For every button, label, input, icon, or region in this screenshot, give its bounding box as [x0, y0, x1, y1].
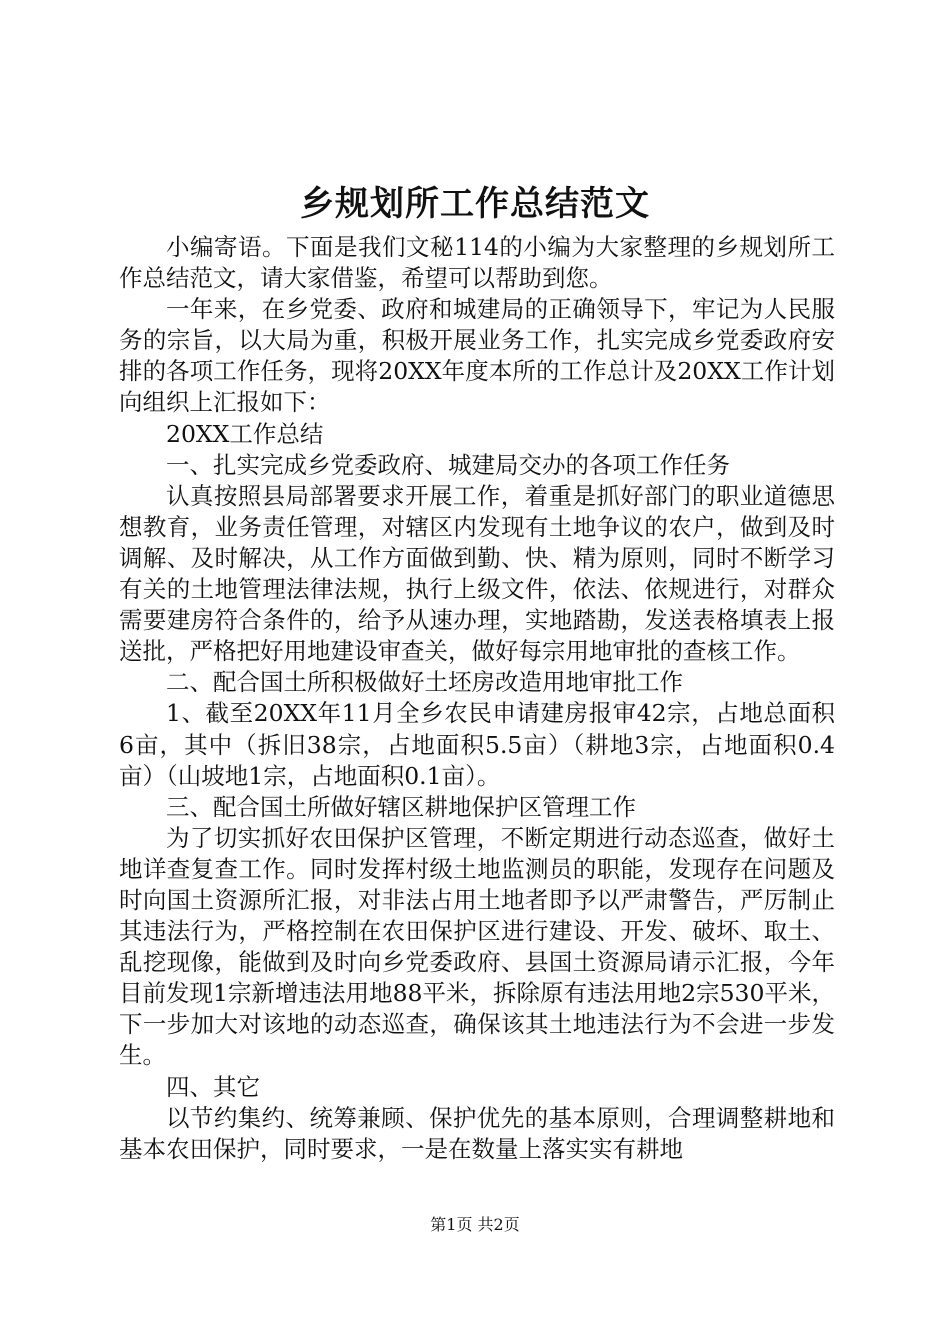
section-heading-summary: 20XX工作总结: [166, 419, 324, 448]
paragraph-overview: 一年来，在乡党委、政府和城建局的正确领导下，牢记为人民服务的宗旨，以大局为重，积极开展业务工作，扎实完成乡党委政府安排的各项工作任务，现将20XX年度本所的工作总计及20XX工作计划向组织上汇报如下：: [119, 295, 835, 417]
document-body: [119, 232, 835, 1165]
paragraph-section-3: 为了切实抓好农田保护区管理，不断定期进行动态巡查，做好土地详查复查工作。同时发挥村级土地监测员的职能，发现存在问题及时向国土资源所汇报，对非法占用土地者即予以严肃警告，严厉制止其违法行为，严格控制在农田保护区进行建设、开发、破坏、取土、乱挖现像，能做到及时向乡党委政府、县国土资源局请示汇报，今年目前发现1宗新增违法用地88平米，拆除原有违法用地2宗530平米，下一步加大对该地的动态巡查，确保该其土地违法行为不会进一步发生。: [119, 823, 835, 1070]
document-title: 乡规划所工作总结范文: [300, 184, 650, 224]
paragraph-section-4: 以节约集约、统筹兼顾、保护优先的基本原则，合理调整耕地和基本农田保护，同时要求，一是在数量上落实实有耕地: [119, 1103, 835, 1163]
page-number-footer: 第1页 共2页: [430, 1215, 520, 1234]
section-heading-4: 四、其它: [166, 1072, 260, 1101]
paragraph-section-1: 认真按照县局部署要求开展工作，着重是抓好部门的职业道德思想教育，业务责任管理，对辖区内发现有土地争议的农户，做到及时调解、及时解决，从工作方面做到勤、快、精为原则，同时不断学习有关的土地管理法律法规，执行上级文件，依法、依规进行，对群众需要建房符合条件的，给予从速办理，实地踏勘，发送表格填表上报送批，严格把好用地建设审查关，做好每宗用地审批的查核工作。: [119, 481, 835, 666]
section-heading-1: 一、扎实完成乡党委政府、城建局交办的各项工作任务: [166, 450, 730, 479]
paragraph-intro: 小编寄语。下面是我们文秘114的小编为大家整理的乡规划所工作总结范文，请大家借鉴，希望可以帮助到您。: [119, 233, 835, 293]
section-heading-2: 二、配合国土所积极做好土坯房改造用地审批工作: [166, 668, 683, 697]
paragraph-section-2: 1、截至20XX年11月全乡农民申请建房报审42宗，占地总面积6亩，其中（拆旧38宗，占地面积5.5亩）（耕地3宗，占地面积0.4亩）（山坡地1宗，占地面积0.1亩）。: [119, 699, 835, 790]
section-heading-3: 三、配合国土所做好辖区耕地保护区管理工作: [166, 792, 636, 821]
